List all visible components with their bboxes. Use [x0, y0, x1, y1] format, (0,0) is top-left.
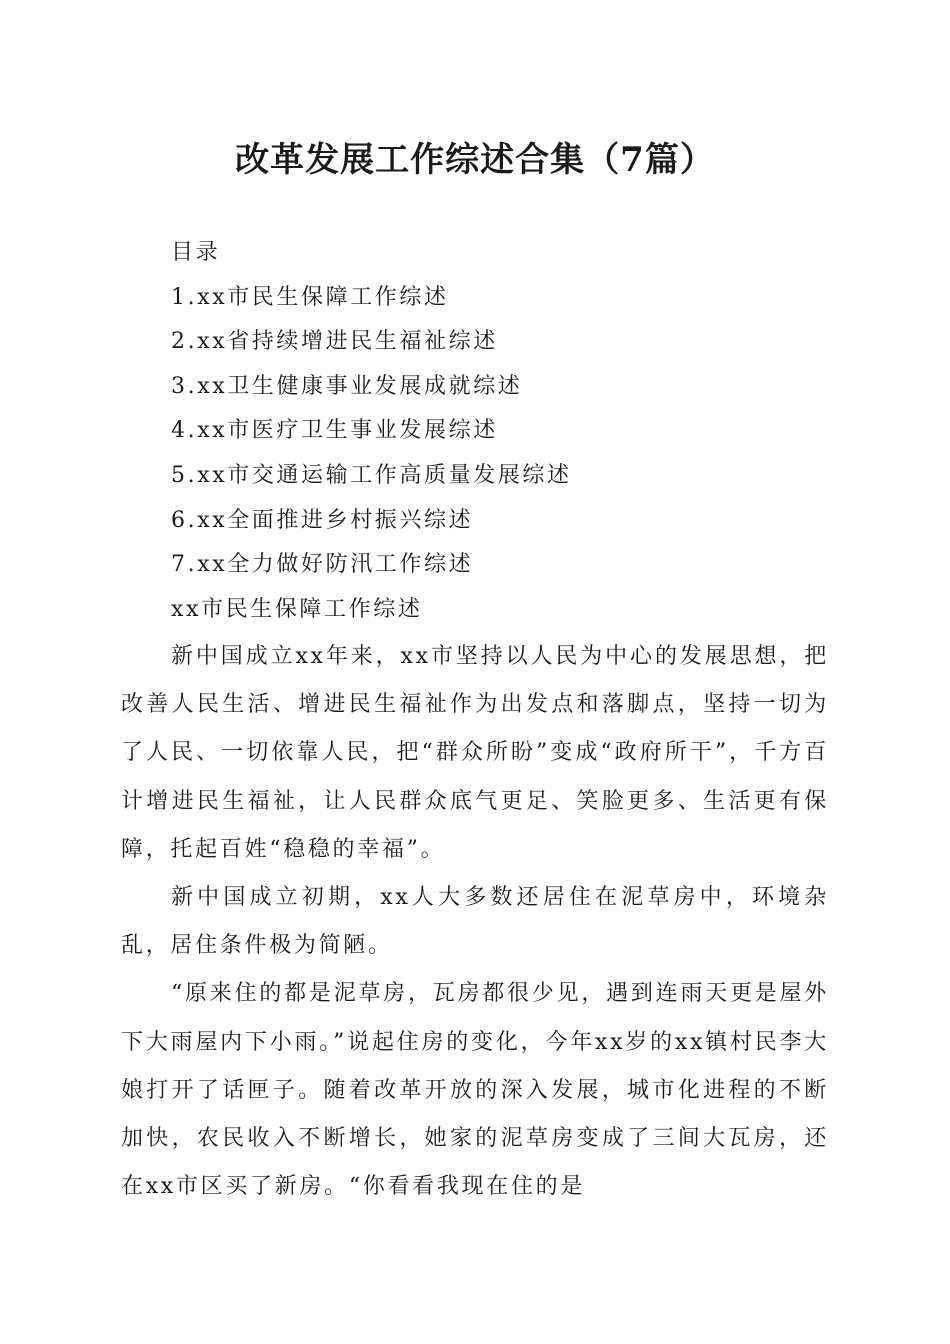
body-paragraph: “原来住的都是泥草房，瓦房都很少见，遇到连雨天更是屋外下大雨屋内下小雨。”说起住房的变化，今年xx岁的xx镇村民李大娘打开了话匣子。随着改革开放的深入发展，城市化进程的不断加快，农民收入不断增长，她家的泥草房变成了三间大瓦房，还在xx市区买了新房。“你看看我现在住的是	[121, 981, 829, 1200]
body-paragraph: 新中国成立初期，xx人大多数还居住在泥草房中，环境杂乱，居住条件极为简陋。	[121, 885, 829, 959]
table-of-contents	[171, 231, 851, 632]
body-paragraph: 新中国成立xx年来，xx市坚持以人民为中心的发展思想，把改善人民生活、增进民生福祉作为出发点和落脚点，坚持一切为了人民、一切依靠人民，把“群众所盼”变成“政府所干”，千方百计增进民生福祉，让人民群众底气更足、笑脸更多、生活更有保障，托起百姓“稳稳的幸福”。	[121, 644, 829, 862]
toc-item[interactable]: 3.xx卫生健康事业发展成就综述	[171, 373, 523, 399]
document-title: 改革发展工作综述合集（7篇）	[235, 140, 715, 180]
section-title: xx市民生保障工作综述	[171, 596, 423, 622]
toc-item[interactable]: 1.xx市民生保障工作综述	[171, 284, 449, 310]
toc-item[interactable]: 6.xx全面推进乡村振兴综述	[171, 507, 474, 533]
toc-item[interactable]: 2.xx省持续增进民生福祉综述	[171, 329, 498, 355]
document-body	[121, 633, 829, 1211]
toc-item[interactable]: 5.xx市交通运输工作高质量发展综述	[171, 462, 572, 488]
toc-item[interactable]: 4.xx市医疗卫生事业发展综述	[171, 418, 498, 444]
toc-heading: 目录	[171, 240, 221, 265]
toc-item[interactable]: 7.xx全力做好防汛工作综述	[171, 552, 474, 578]
